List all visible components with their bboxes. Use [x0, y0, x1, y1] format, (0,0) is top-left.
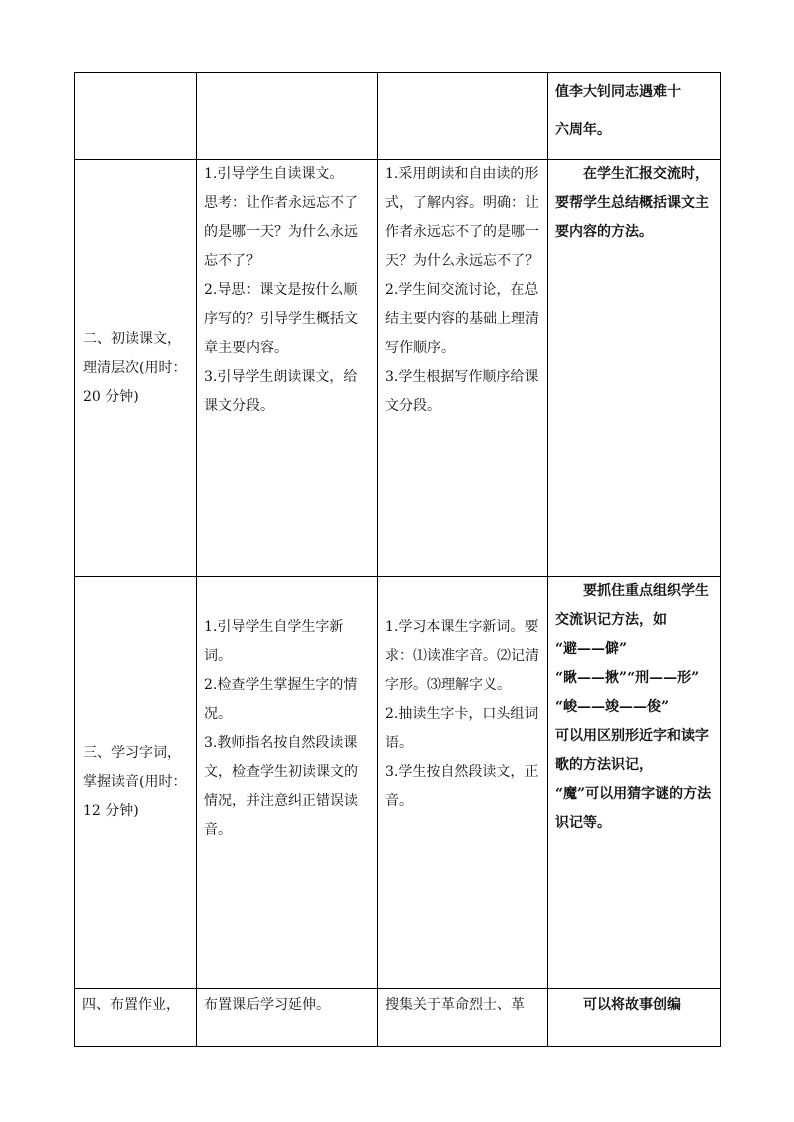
- student-activity-cell: [378, 989, 548, 1047]
- student-step: 2.抽读生字卡，口头组词语。: [385, 706, 539, 751]
- teacher-activity-cell: [197, 577, 378, 989]
- table-row: [75, 73, 721, 160]
- teacher-step: 3.引导学生朗读课文，给课文分段。: [204, 369, 358, 414]
- stage-label: 三、学习字词，掌握读音(用时：12 分钟): [83, 745, 187, 819]
- teacher-step: 3.教师指名按自然段读课文，检查学生初读课文的情况，并注意纠正错误读音。: [204, 735, 358, 838]
- note-line: 六周年。: [555, 122, 611, 138]
- design-note-cell: [548, 989, 721, 1047]
- teacher-step: 布置课后学习延伸。: [204, 997, 330, 1013]
- note-line: 值李大钊同志遇难十: [555, 84, 681, 100]
- teacher-activity-cell: [197, 73, 378, 160]
- stage-cell: [75, 73, 197, 160]
- note-text: “瞅——揪”“刑——形”: [555, 670, 700, 686]
- student-step: 2.学生间交流讨论，在总结主要内容的基础上理清写作顺序。: [385, 282, 539, 356]
- teacher-step: 思考：让作者永远忘不了的是哪一天？为什么永远忘不了？: [204, 195, 358, 269]
- note-text: “魔”可以用猜字谜的方法识记等。: [555, 786, 712, 831]
- teacher-activity-cell: [197, 989, 378, 1047]
- note-text: “避——僻”: [555, 641, 628, 657]
- teacher-step: 1.引导学生自读课文。: [204, 166, 344, 182]
- table-row: [75, 160, 721, 577]
- student-step: 搜集关于革命烈士、革: [385, 997, 525, 1013]
- teacher-step: 2.导思：课文是按什么顺序写的？引导学生概括文章主要内容。: [204, 282, 358, 356]
- lesson-plan-table: [74, 72, 721, 1047]
- table-row: [75, 577, 721, 989]
- student-step: 1.学习本课生字新词。要求：⑴读准字音。⑵记清字形。⑶理解字义。: [385, 619, 539, 693]
- teacher-step: 1.引导学生自学生字新词。: [204, 619, 344, 664]
- table-row: [75, 989, 721, 1047]
- design-note-cell: [548, 160, 721, 577]
- note-text: 可以将故事创编: [583, 997, 681, 1013]
- student-activity-cell: [378, 73, 548, 160]
- note-text: “峻——竣——俊”: [555, 699, 670, 715]
- note-text: 在学生汇报交流时，要帮学生总结概括课文主要内容的方法。: [555, 166, 709, 240]
- teacher-step: 2.检查学生掌握生字的情况。: [204, 677, 358, 722]
- stage-cell: [75, 577, 197, 989]
- design-note-cell: [548, 73, 721, 160]
- student-step: 3.学生按自然段读文，正音。: [385, 764, 539, 809]
- stage-cell: [75, 989, 197, 1047]
- stage-label: 四、布置作业，: [82, 997, 180, 1013]
- stage-label: 二、初读课文，理清层次(用时：20 分钟): [83, 330, 187, 405]
- design-note-cell: [548, 577, 721, 989]
- student-activity-cell: [378, 160, 548, 577]
- stage-cell: [75, 160, 197, 577]
- note-text: 可以用区别形近字和读字歌的方法识记，: [555, 728, 709, 773]
- student-activity-cell: [378, 577, 548, 989]
- teacher-activity-cell: [197, 160, 378, 577]
- note-text: 要抓住重点组织学生交流识记方法，如: [555, 583, 709, 628]
- student-step: 3.学生根据写作顺序给课文分段。: [385, 369, 539, 414]
- student-step: 1.采用朗读和自由读的形式，了解内容。明确：让作者永远忘不了的是哪一天？为什么永远忘不了？: [385, 166, 539, 269]
